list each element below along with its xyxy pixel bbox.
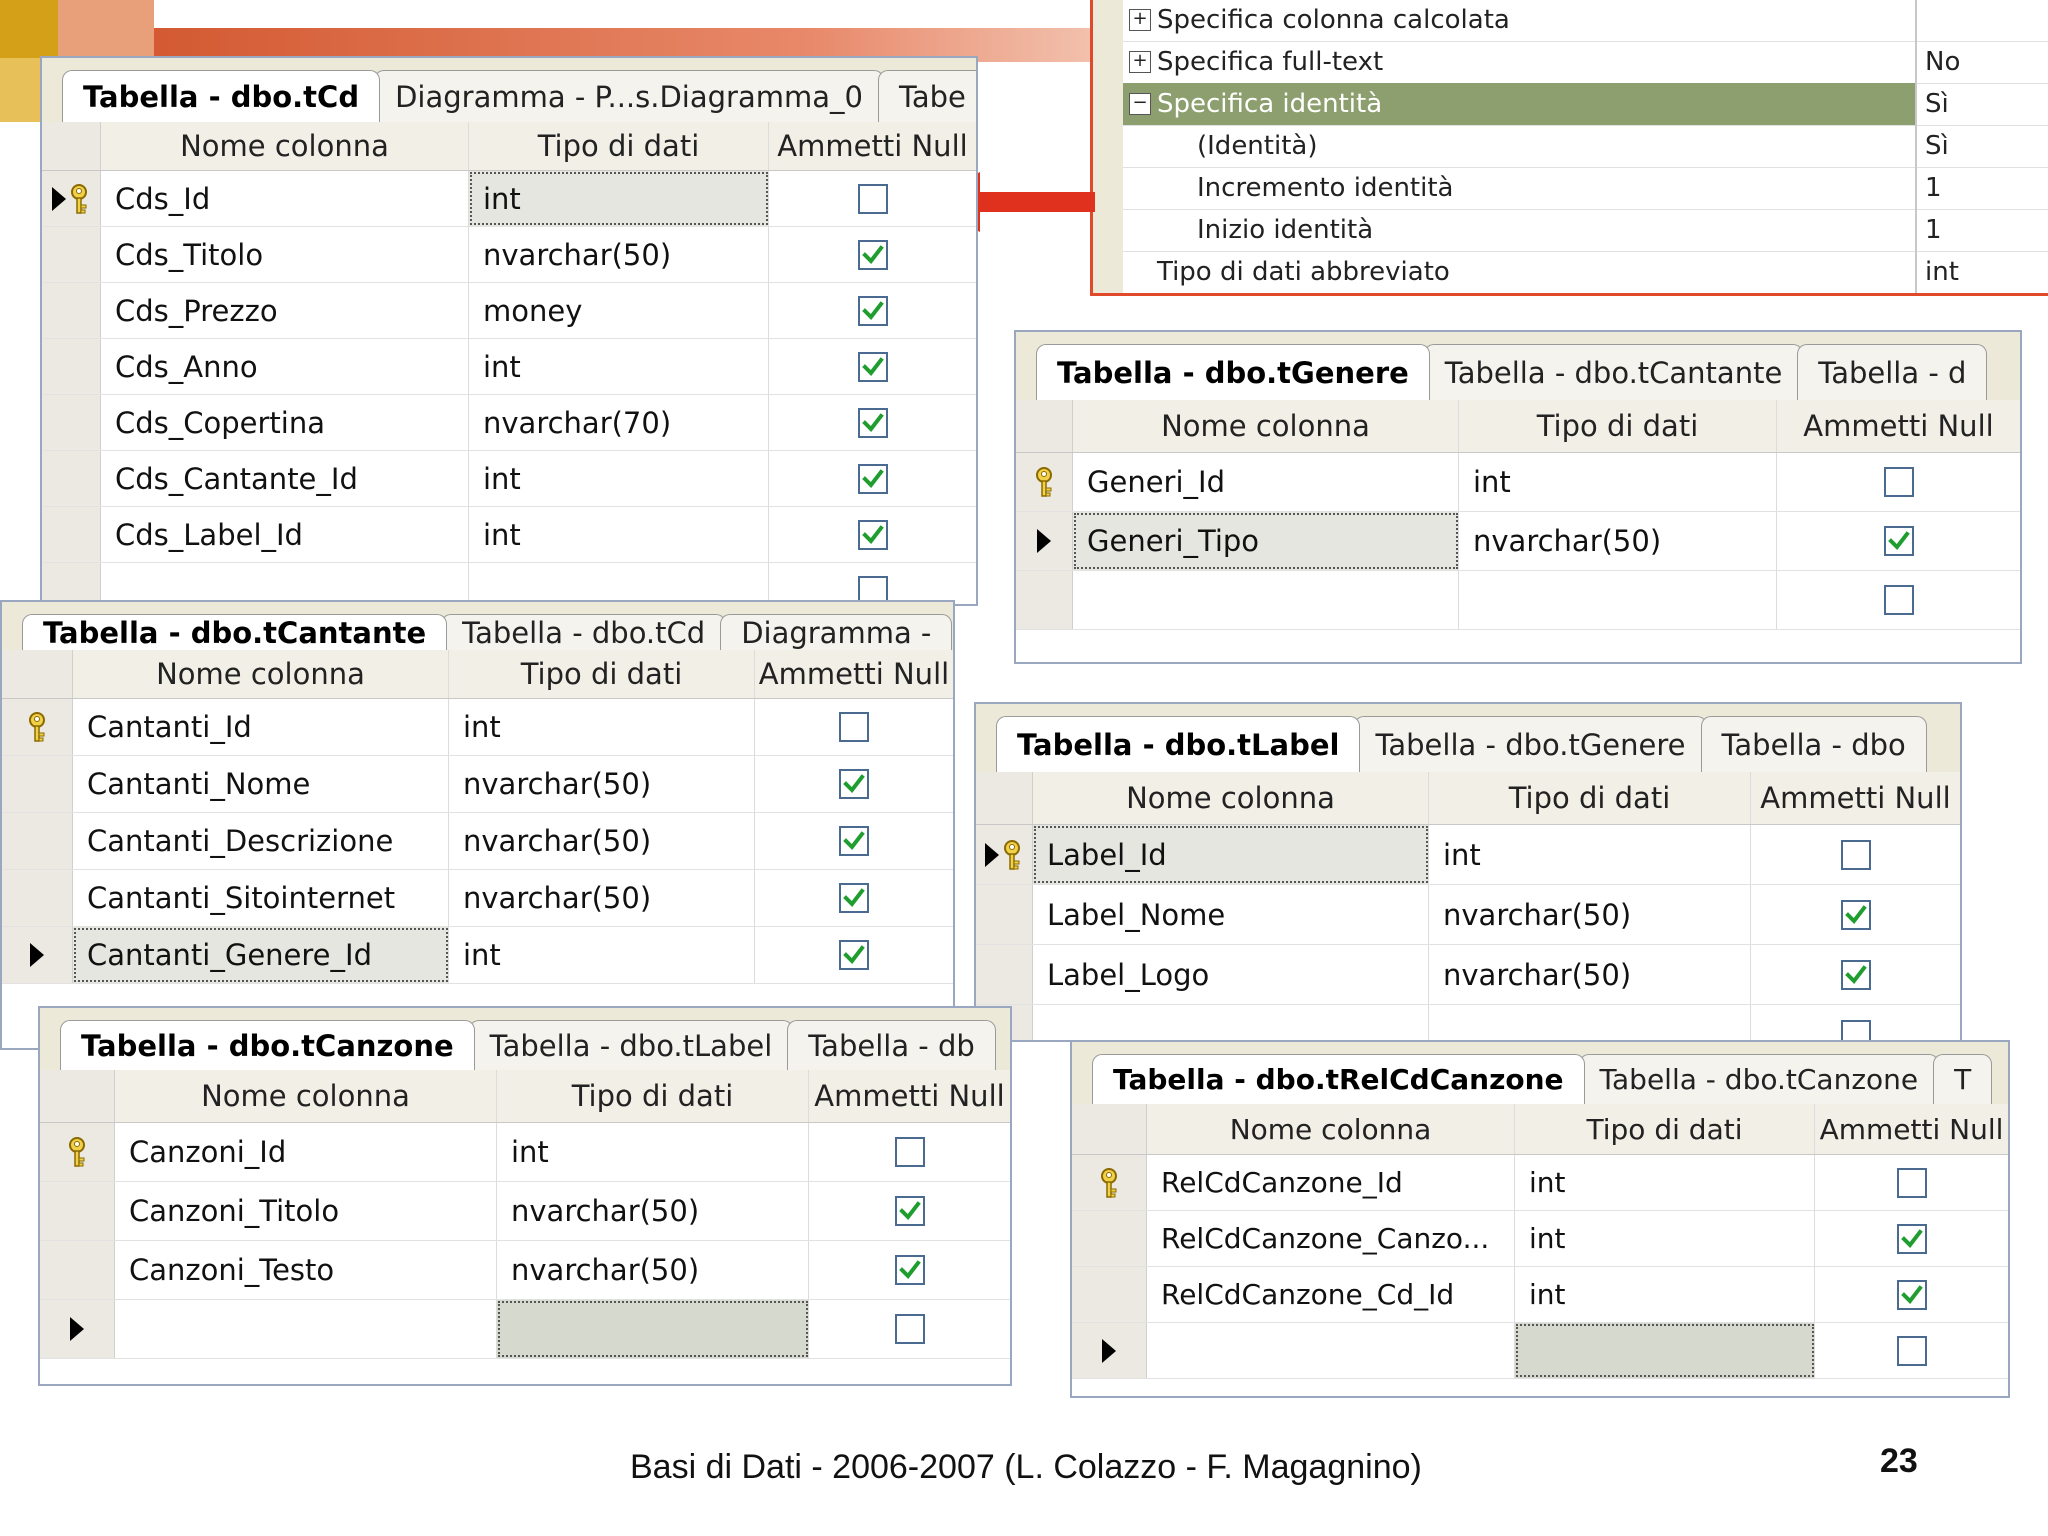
- allow-null-checkbox-checked[interactable]: [1884, 526, 1914, 556]
- data-type-cell[interactable]: nvarchar(50): [1459, 512, 1777, 570]
- column-row[interactable]: [42, 451, 976, 507]
- tab[interactable]: Tabella - dbo.tCd: [441, 614, 726, 651]
- allow-null-checkbox-checked[interactable]: [895, 1196, 925, 1226]
- header-nome-colonna[interactable]: Nome colonna: [1147, 1104, 1515, 1154]
- allow-null-cell: [1815, 1155, 2008, 1210]
- header-ammetti-null[interactable]: Ammetti Null: [814, 1079, 1005, 1113]
- header-tipo-di-dati[interactable]: Tipo di dati: [449, 650, 755, 698]
- property-value: 1: [1925, 173, 1942, 203]
- allow-null-checkbox-checked[interactable]: [839, 769, 869, 799]
- property-name: Specifica full-text: [1157, 41, 1917, 83]
- row-selector[interactable]: [1016, 571, 1073, 629]
- allow-null-cell: [769, 395, 976, 450]
- allow-null-cell: [1751, 1005, 1960, 1042]
- allow-null-cell: [769, 507, 976, 562]
- column-name-cell[interactable]: Canzoni_Id: [115, 1123, 497, 1181]
- column-row[interactable]: [42, 227, 976, 283]
- property-row[interactable]: [1093, 167, 2048, 210]
- allow-null-cell: [755, 927, 953, 983]
- column-name-cell[interactable]: Canzoni_Testo: [115, 1241, 497, 1299]
- row-selector[interactable]: [1016, 512, 1073, 570]
- column-grid: [42, 122, 976, 604]
- column-name-cell[interactable]: Label_Nome: [1033, 885, 1429, 944]
- tab-strip: [42, 58, 976, 123]
- tab-active[interactable]: Tabella - dbo.tCantante: [22, 614, 447, 651]
- allow-null-checkbox-checked[interactable]: [858, 520, 888, 550]
- tab-active[interactable]: Tabella - dbo.tRelCdCanzone: [1092, 1054, 1585, 1105]
- allow-null-cell: [1815, 1323, 2008, 1378]
- property-name: (Identità): [1157, 125, 1917, 167]
- data-type-cell[interactable]: int: [469, 339, 769, 394]
- column-name-cell[interactable]: Cds_Anno: [101, 339, 469, 394]
- row-selector[interactable]: [976, 825, 1033, 884]
- header-ammetti-null[interactable]: Ammetti Null: [1803, 409, 1994, 443]
- data-type-cell[interactable]: nvarchar(50): [449, 756, 755, 812]
- allow-null-checkbox-checked[interactable]: [839, 883, 869, 913]
- column-row[interactable]: [1072, 1267, 2008, 1323]
- allow-null-checkbox-checked[interactable]: [858, 464, 888, 494]
- tab-strip: [2, 602, 953, 651]
- tab[interactable]: Tabella - dbo.tCantante: [1424, 344, 1804, 401]
- property-value: Sì: [1925, 89, 1949, 119]
- data-type-cell[interactable]: int: [1515, 1211, 1815, 1266]
- allow-null-cell: [769, 227, 976, 282]
- data-type-cell[interactable]: nvarchar(50): [1429, 945, 1751, 1004]
- allow-null-checkbox[interactable]: [1841, 1020, 1871, 1043]
- column-row[interactable]: [2, 813, 953, 870]
- column-name-cell[interactable]: Cds_Titolo: [101, 227, 469, 282]
- row-selector[interactable]: [2, 813, 73, 869]
- column-row[interactable]: [42, 507, 976, 563]
- allow-null-checkbox[interactable]: [1897, 1336, 1927, 1366]
- header-tipo-di-dati[interactable]: Tipo di dati: [497, 1070, 809, 1122]
- tab[interactable]: T: [1933, 1054, 1992, 1105]
- allow-null-checkbox[interactable]: [839, 712, 869, 742]
- column-name-cell[interactable]: [1033, 1005, 1429, 1042]
- tab[interactable]: Tabella - d: [1797, 344, 1987, 401]
- column-row[interactable]: [1072, 1323, 2008, 1379]
- header-nome-colonna[interactable]: Nome colonna: [73, 650, 449, 698]
- allow-null-cell: [1777, 512, 2020, 570]
- row-selector[interactable]: [1072, 1323, 1147, 1378]
- column-row[interactable]: [40, 1241, 1010, 1300]
- column-name-cell[interactable]: Generi_Tipo: [1073, 512, 1459, 570]
- allow-null-cell: [809, 1123, 1010, 1181]
- column-name-cell[interactable]: Cds_Cantante_Id: [101, 451, 469, 506]
- row-selector[interactable]: [2, 756, 73, 812]
- allow-null-checkbox-checked[interactable]: [839, 940, 869, 970]
- table-designer-tcd: [40, 56, 978, 606]
- row-selector-header: [1016, 400, 1073, 452]
- column-row[interactable]: [976, 945, 1960, 1005]
- primary-key-icon: [25, 711, 49, 743]
- property-row-selected[interactable]: [1093, 83, 2048, 126]
- header-tipo-di-dati[interactable]: Tipo di dati: [1429, 772, 1751, 824]
- row-selector[interactable]: [42, 395, 101, 450]
- column-row[interactable]: [2, 870, 953, 927]
- tab-strip: [1016, 332, 2020, 401]
- allow-null-checkbox-checked[interactable]: [839, 826, 869, 856]
- property-name: Incremento identità: [1157, 167, 1917, 209]
- column-name-cell[interactable]: Cantanti_Genere_Id: [73, 927, 449, 983]
- row-selector[interactable]: [2, 870, 73, 926]
- slide-decoration-square: [58, 0, 154, 58]
- data-type-cell[interactable]: [1459, 571, 1777, 629]
- tab[interactable]: Tabella - dbo: [1701, 716, 1927, 773]
- allow-null-checkbox-checked[interactable]: [895, 1255, 925, 1285]
- column-row[interactable]: [40, 1123, 1010, 1182]
- allow-null-cell: [1777, 571, 2020, 629]
- allow-null-checkbox[interactable]: [1884, 467, 1914, 497]
- allow-null-cell: [755, 813, 953, 869]
- allow-null-cell: [769, 171, 976, 226]
- current-row-arrow-icon: [51, 186, 67, 212]
- tab-strip: [976, 704, 1960, 773]
- row-selector[interactable]: [42, 171, 101, 226]
- column-name-cell[interactable]: Cds_Copertina: [101, 395, 469, 450]
- row-selector-header: [2, 650, 73, 698]
- allow-null-checkbox-checked[interactable]: [1841, 900, 1871, 930]
- grid-header-row: [2, 650, 953, 699]
- column-name-cell[interactable]: Generi_Id: [1073, 453, 1459, 511]
- header-nome-colonna[interactable]: Nome colonna: [115, 1070, 497, 1122]
- data-type-cell[interactable]: int: [1515, 1155, 1815, 1210]
- table-designer-trelcdcanzone: [1070, 1040, 2010, 1398]
- header-ammetti-null[interactable]: Ammetti Null: [758, 657, 950, 691]
- allow-null-cell: [1751, 945, 1960, 1004]
- header-tipo-di-dati[interactable]: Tipo di dati: [1515, 1104, 1815, 1154]
- property-name: Specifica identità: [1157, 83, 1917, 125]
- allow-null-checkbox[interactable]: [1884, 585, 1914, 615]
- allow-null-cell: [755, 756, 953, 812]
- data-type-cell[interactable]: [497, 1300, 809, 1358]
- column-row[interactable]: [42, 171, 976, 227]
- allow-null-cell: [769, 339, 976, 394]
- row-selector[interactable]: [40, 1182, 115, 1240]
- property-name: Inizio identità: [1157, 209, 1917, 251]
- primary-key-icon: [67, 183, 91, 215]
- allow-null-cell: [755, 870, 953, 926]
- header-ammetti-null[interactable]: Ammetti Null: [777, 129, 968, 163]
- allow-null-cell: [1751, 825, 1960, 884]
- data-type-cell[interactable]: money: [469, 283, 769, 338]
- column-name-cell[interactable]: RelCdCanzone_Canzo...: [1147, 1211, 1515, 1266]
- current-row-arrow-icon: [1036, 528, 1052, 554]
- data-type-cell[interactable]: int: [1459, 453, 1777, 511]
- column-name-cell[interactable]: RelCdCanzone_Cd_Id: [1147, 1267, 1515, 1322]
- column-properties-panel: [1090, 0, 2048, 296]
- row-selector[interactable]: [40, 1241, 115, 1299]
- data-type-cell[interactable]: int: [497, 1123, 809, 1181]
- expand-icon[interactable]: +: [1129, 51, 1151, 73]
- column-row[interactable]: [1016, 571, 2020, 630]
- data-type-cell[interactable]: nvarchar(50): [1429, 885, 1751, 944]
- row-selector[interactable]: [976, 885, 1033, 944]
- column-row[interactable]: [2, 699, 953, 756]
- row-selector[interactable]: [1016, 453, 1073, 511]
- property-value: [1917, 0, 2048, 41]
- property-row[interactable]: [1093, 251, 2048, 294]
- data-type-cell[interactable]: nvarchar(50): [497, 1182, 809, 1240]
- column-row[interactable]: [42, 283, 976, 339]
- column-name-cell[interactable]: [115, 1300, 497, 1358]
- row-selector[interactable]: [42, 227, 101, 282]
- data-type-cell[interactable]: int: [1429, 825, 1751, 884]
- data-type-cell[interactable]: nvarchar(50): [469, 227, 769, 282]
- allow-null-cell: [809, 1182, 1010, 1240]
- slide-decoration-square: [0, 0, 58, 58]
- data-type-cell[interactable]: nvarchar(50): [449, 870, 755, 926]
- column-name-cell[interactable]: [1073, 571, 1459, 629]
- allow-null-cell: [809, 1241, 1010, 1299]
- row-selector[interactable]: [2, 699, 73, 755]
- allow-null-cell: [1815, 1211, 2008, 1266]
- data-type-cell[interactable]: [1515, 1323, 1815, 1378]
- tab-strip: [40, 1008, 1010, 1071]
- property-value: Sì: [1925, 131, 1949, 161]
- column-name-cell[interactable]: Canzoni_Titolo: [115, 1182, 497, 1240]
- property-row[interactable]: [1093, 209, 2048, 252]
- current-row-arrow-icon: [69, 1316, 85, 1342]
- column-name-cell[interactable]: Label_Logo: [1033, 945, 1429, 1004]
- tab[interactable]: Tabella - dbo.tCanzone: [1579, 1054, 1940, 1105]
- table-designer-tcantante: [0, 600, 955, 1050]
- data-type-cell[interactable]: int: [449, 927, 755, 983]
- column-name-cell[interactable]: Cds_Label_Id: [101, 507, 469, 562]
- allow-null-cell: [769, 451, 976, 506]
- row-selector-header: [976, 772, 1033, 824]
- column-name-cell[interactable]: Label_Id: [1033, 825, 1429, 884]
- row-selector[interactable]: [42, 339, 101, 394]
- tab-active[interactable]: Tabella - dbo.tGenere: [1036, 344, 1430, 401]
- allow-null-checkbox-checked[interactable]: [858, 296, 888, 326]
- column-row[interactable]: [2, 756, 953, 813]
- allow-null-checkbox[interactable]: [1841, 840, 1871, 870]
- grid-header-row: [40, 1070, 1010, 1123]
- property-name: Specifica colonna calcolata: [1157, 0, 1917, 41]
- allow-null-checkbox[interactable]: [895, 1314, 925, 1344]
- allow-null-cell: [809, 1300, 1010, 1358]
- column-name-cell[interactable]: Cds_Id: [101, 171, 469, 226]
- tab-strip: [1072, 1042, 2008, 1105]
- tab-active[interactable]: Tabella - dbo.tCd: [62, 70, 380, 123]
- allow-null-checkbox[interactable]: [895, 1137, 925, 1167]
- allow-null-checkbox[interactable]: [858, 184, 888, 214]
- column-row[interactable]: [1016, 512, 2020, 571]
- tab[interactable]: Tabella - dbo.tLabel: [469, 1020, 794, 1071]
- data-type-cell[interactable]: int: [1515, 1267, 1815, 1322]
- column-row[interactable]: [976, 825, 1960, 885]
- column-grid: [40, 1070, 1010, 1384]
- grid-header-row: [1072, 1104, 2008, 1155]
- grid-header-row: [976, 772, 1960, 825]
- column-grid: [2, 650, 953, 1048]
- data-type-cell[interactable]: [1429, 1005, 1751, 1042]
- data-type-cell[interactable]: nvarchar(70): [469, 395, 769, 450]
- row-selector[interactable]: [1072, 1155, 1147, 1210]
- allow-null-cell: [755, 699, 953, 755]
- header-nome-colonna[interactable]: Nome colonna: [1073, 400, 1459, 452]
- allow-null-cell: [769, 283, 976, 338]
- primary-key-icon: [1032, 466, 1056, 498]
- column-grid: [1016, 400, 2020, 662]
- column-row[interactable]: [42, 339, 976, 395]
- allow-null-checkbox-checked[interactable]: [858, 408, 888, 438]
- tab[interactable]: Diagramma - P...s.Diagramma_0: [374, 70, 884, 123]
- row-selector-header: [40, 1070, 115, 1122]
- slide-footer: Basi di Dati - 2006-2007 (L. Colazzo - F. Magagnino): [630, 1448, 1422, 1486]
- data-type-cell[interactable]: nvarchar(50): [449, 813, 755, 869]
- expand-icon[interactable]: +: [1129, 9, 1151, 31]
- allow-null-cell: [1777, 453, 2020, 511]
- column-row[interactable]: [1072, 1211, 2008, 1267]
- column-row[interactable]: [42, 395, 976, 451]
- current-row-arrow-icon: [1101, 1338, 1117, 1364]
- row-selector[interactable]: [1072, 1211, 1147, 1266]
- current-row-arrow-icon: [984, 842, 1000, 868]
- table-designer-tgenere: [1014, 330, 2022, 664]
- row-selector[interactable]: [42, 451, 101, 506]
- allow-null-checkbox-checked[interactable]: [858, 240, 888, 270]
- column-row[interactable]: [976, 1005, 1960, 1042]
- row-selector-header: [42, 122, 101, 170]
- collapse-icon[interactable]: −: [1129, 93, 1151, 115]
- allow-null-cell: [1751, 885, 1960, 944]
- primary-key-icon: [1000, 839, 1024, 871]
- column-row[interactable]: [2, 927, 953, 984]
- current-row-arrow-icon: [29, 942, 45, 968]
- grid-header-row: [1016, 400, 2020, 453]
- column-row[interactable]: [1016, 453, 2020, 512]
- header-tipo-di-dati[interactable]: Tipo di dati: [1459, 400, 1777, 452]
- property-row[interactable]: [1093, 125, 2048, 168]
- data-type-cell[interactable]: int: [469, 507, 769, 562]
- row-selector-header: [1072, 1104, 1147, 1154]
- primary-key-icon: [1097, 1167, 1121, 1199]
- grid-header-row: [42, 122, 976, 171]
- tab[interactable]: Diagramma -: [720, 614, 952, 651]
- column-row[interactable]: [40, 1300, 1010, 1359]
- tab[interactable]: Tabella - dbo.tGenere: [1354, 716, 1706, 773]
- header-ammetti-null[interactable]: Ammetti Null: [1819, 1112, 2004, 1146]
- tab-active[interactable]: Tabella - dbo.tCanzone: [60, 1020, 475, 1071]
- header-nome-colonna[interactable]: Nome colonna: [1033, 772, 1429, 824]
- column-name-cell[interactable]: RelCdCanzone_Id: [1147, 1155, 1515, 1210]
- property-row[interactable]: [1093, 0, 2048, 42]
- column-name-cell[interactable]: Cantanti_Sitointernet: [73, 870, 449, 926]
- column-name-cell[interactable]: Cantanti_Id: [73, 699, 449, 755]
- column-row[interactable]: [976, 885, 1960, 945]
- allow-null-checkbox-checked[interactable]: [1841, 960, 1871, 990]
- column-name-cell[interactable]: Cantanti_Nome: [73, 756, 449, 812]
- row-selector[interactable]: [42, 507, 101, 562]
- table-designer-tlabel: [974, 702, 1962, 1042]
- row-selector[interactable]: [40, 1300, 115, 1358]
- page-number: 23: [1880, 1442, 1918, 1480]
- row-selector[interactable]: [1072, 1267, 1147, 1322]
- allow-null-checkbox-checked[interactable]: [858, 352, 888, 382]
- column-row[interactable]: [40, 1182, 1010, 1241]
- primary-key-icon: [65, 1136, 89, 1168]
- data-type-cell[interactable]: int: [449, 699, 755, 755]
- data-type-cell[interactable]: nvarchar(50): [497, 1241, 809, 1299]
- column-row[interactable]: [1072, 1155, 2008, 1211]
- property-value: 1: [1925, 215, 1942, 245]
- property-name: Tipo di dati abbreviato: [1157, 251, 1917, 293]
- column-grid: [976, 772, 1960, 1040]
- allow-null-checkbox-checked[interactable]: [1897, 1280, 1927, 1310]
- header-ammetti-null[interactable]: Ammetti Null: [1760, 781, 1951, 815]
- property-row[interactable]: [1093, 41, 2048, 84]
- allow-null-cell: [1815, 1267, 2008, 1322]
- property-value: int: [1925, 257, 1959, 287]
- column-grid: [1072, 1104, 2008, 1396]
- allow-null-checkbox[interactable]: [1897, 1168, 1927, 1198]
- property-value: No: [1925, 47, 1961, 77]
- row-selector[interactable]: [42, 283, 101, 338]
- column-name-cell[interactable]: Cantanti_Descrizione: [73, 813, 449, 869]
- header-nome-colonna[interactable]: Nome colonna: [101, 122, 469, 170]
- tab-active[interactable]: Tabella - dbo.tLabel: [996, 716, 1360, 773]
- data-type-cell[interactable]: int: [469, 451, 769, 506]
- tab[interactable]: Tabe: [878, 70, 976, 123]
- column-name-cell[interactable]: [1147, 1323, 1515, 1378]
- data-type-cell[interactable]: int: [469, 171, 769, 226]
- row-selector[interactable]: [976, 945, 1033, 1004]
- table-designer-tcanzone: [38, 1006, 1012, 1386]
- header-tipo-di-dati[interactable]: Tipo di dati: [469, 122, 769, 170]
- tab[interactable]: Tabella - db: [787, 1020, 996, 1071]
- row-selector[interactable]: [40, 1123, 115, 1181]
- allow-null-checkbox-checked[interactable]: [1897, 1224, 1927, 1254]
- column-name-cell[interactable]: Cds_Prezzo: [101, 283, 469, 338]
- row-selector[interactable]: [2, 927, 73, 983]
